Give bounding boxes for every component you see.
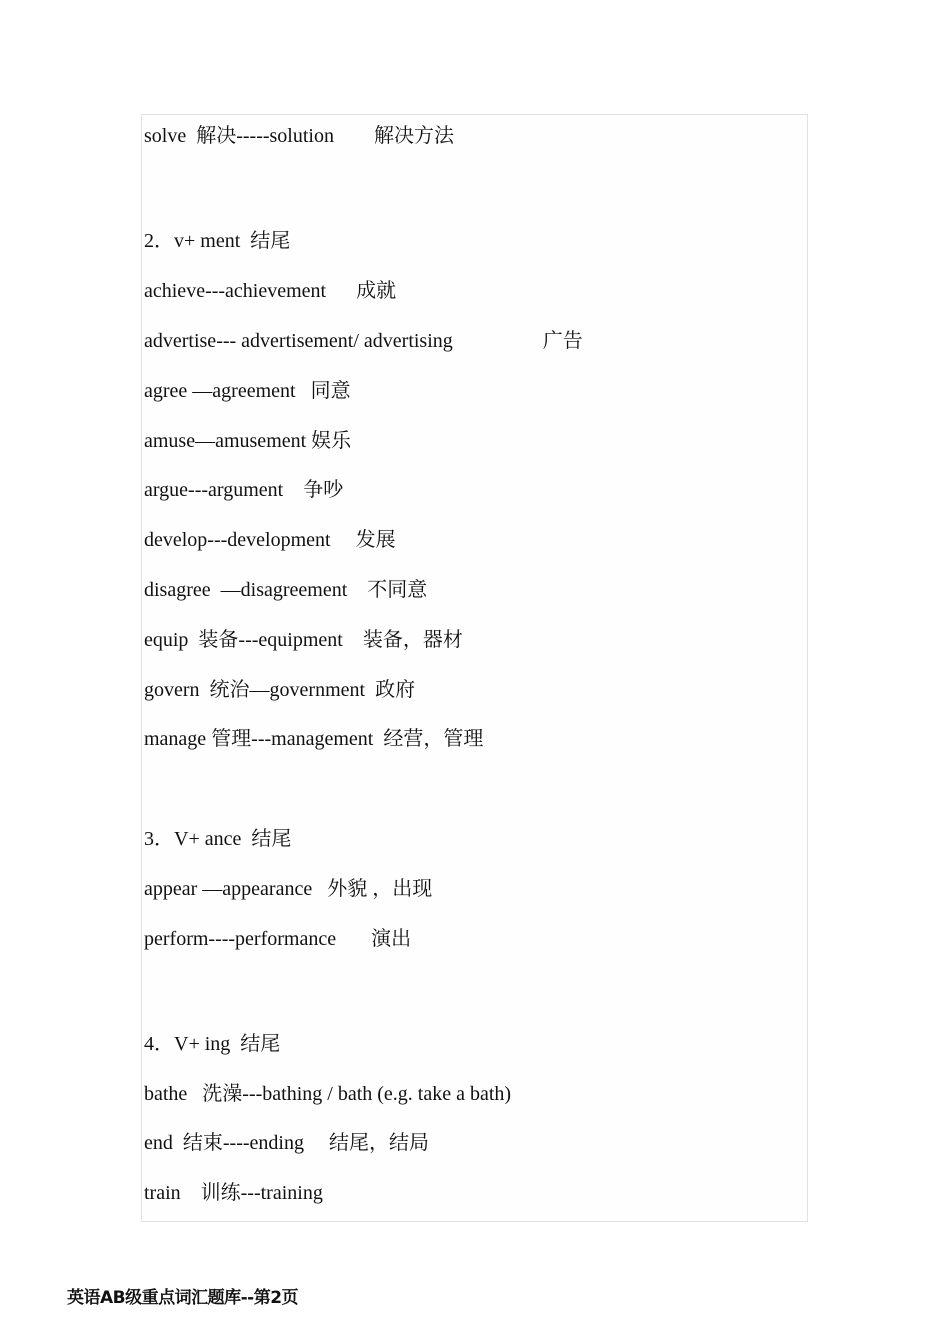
vocab-line-develop: develop---development 发展 (144, 529, 396, 551)
vocab-line-train: train 训练---training (144, 1182, 323, 1204)
vocab-line-solve: solve 解决-----solution 解决方法 (144, 125, 454, 147)
vocab-line-argue: argue---argument 争吵 (144, 479, 344, 501)
vocab-line-disagree: disagree —disagreement 不同意 (144, 579, 428, 601)
vocab-line-end: end 结束----ending 结尾，结局 (144, 1132, 429, 1154)
vocab-line-amuse: amuse—amusement 娱乐 (144, 430, 352, 452)
page-footer: 英语AB级重点词汇题库--第2页 (67, 1288, 299, 1308)
vocab-line-manage: manage 管理---management 经营，管理 (144, 728, 484, 750)
vocab-line-equip: equip 装备---equipment 装备，器材 (144, 629, 463, 651)
section-heading-ance: 3．V+ ance 结尾 (144, 828, 292, 850)
vocab-line-advertise: advertise--- advertisement/ advertising 广告 (144, 330, 583, 352)
vocab-line-achieve: achieve---achievement 成就 (144, 280, 397, 302)
vocab-line-agree: agree —agreement 同意 (144, 380, 351, 402)
vocab-line-appear: appear —appearance 外貌 ，出现 (144, 878, 433, 900)
section-heading-ment: 2．v+ ment 结尾 (144, 230, 291, 252)
vocab-line-perform: perform----performance 演出 (144, 928, 412, 950)
vocab-line-bathe: bathe 洗澡---bathing / bath (e.g. take a bath) (144, 1083, 512, 1105)
section-heading-ing: 4．V+ ing 结尾 (144, 1033, 281, 1055)
vocab-line-govern: govern 统治—government 政府 (144, 679, 416, 701)
